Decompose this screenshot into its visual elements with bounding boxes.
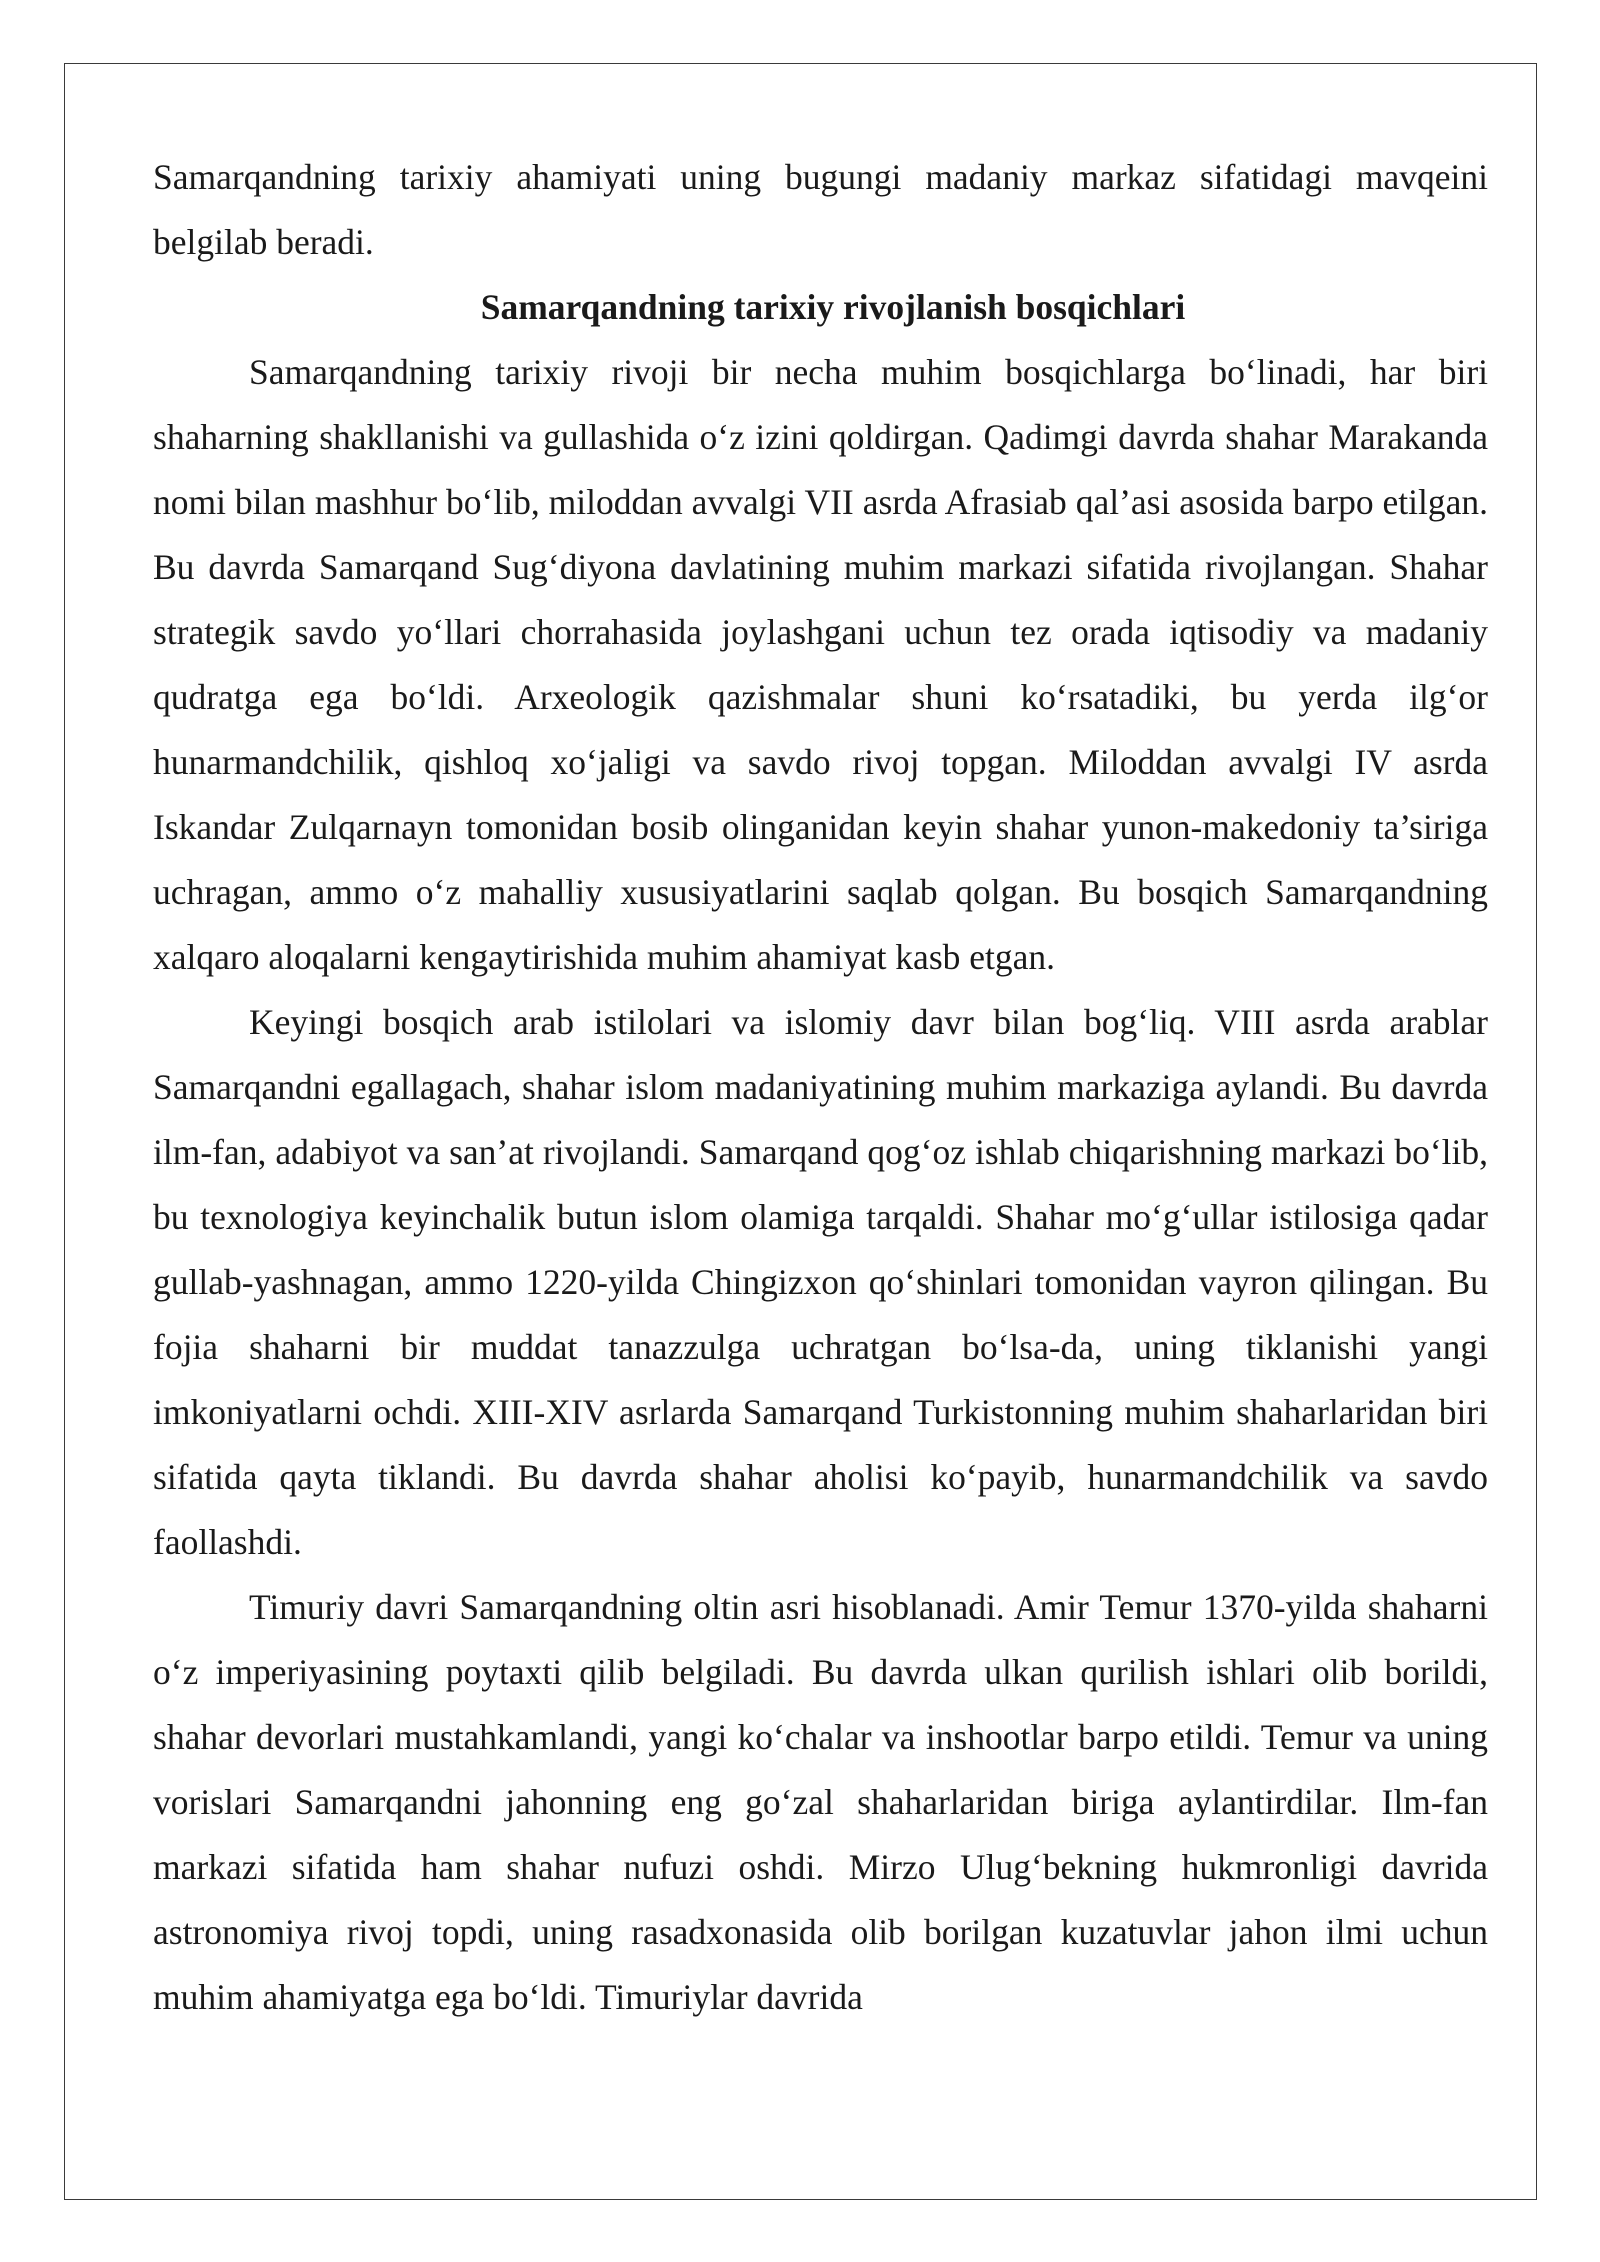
- body-paragraph: Keyingi bosqich arab istilolari va islomiy davr bilan bog‘liq. VIII asrda arablar Samarqandni egallagach, shahar islom madaniyatining muhim markaziga aylandi. Bu davrda ilm-fan, adabiyot va san’at rivojlandi. Samarqand qog‘oz ishlab chiqarishning markazi bo‘lib, bu texnologiya keyinchalik butun islom olamiga tarqaldi. Shahar mo‘g‘ullar istilosiga qadar gullab-yashnagan, ammo 1220-yilda Chingizxon qo‘shinlari tomonidan vayron qilingan. Bu fojia shaharni bir muddat tanazzulga uchratgan bo‘lsa-da, uning tiklanishi yangi imkoniyatlarni ochdi. XIII-XIV asrlarda Samarqand Turkistonning muhim shaharlaridan biri sifatida qayta tiklandi. Bu davrda shahar aholisi ko‘payib, hunarmandchilik va savdo faollashdi.: [153, 1002, 1488, 1562]
- body-paragraph: Timuriy davri Samarqandning oltin asri hisoblanadi. Amir Temur 1370-yilda shaharni o‘z imperiyasining poytaxti qilib belgiladi. Bu davrda ulkan qurilish ishlari olib borildi, shahar devorlari mustahkamlandi, yangi ko‘chalar va inshootlar barpo etildi. Temur va uning vorislari Samarqandni jahonning eng go‘zal shaharlaridan biriga aylantirdilar. Ilm-fan markazi sifatida ham shahar nufuzi oshdi. Mirzo Ulug‘bekning hukmronligi davrida astronomiya rivoj topdi, uning rasadxonasida olib borilgan kuzatuvlar jahon ilmi uchun muhim ahamiyatga ega bo‘ldi. Timuriylar davrida: [153, 1587, 1488, 2017]
- intro-paragraph: Samarqandning tarixiy ahamiyati uning bugungi madaniy markaz sifatidagi mavqeini belgilab beradi.: [153, 157, 1488, 262]
- body-paragraph: Samarqandning tarixiy rivoji bir necha muhim bosqichlarga bo‘linadi, har biri shaharning shakllanishi va gullashida o‘z izini qoldirgan. Qadimgi davrda shahar Marakanda nomi bilan mashhur bo‘lib, miloddan avvalgi VII asrda Afrasiab qal’asi asosida barpo etilgan. Bu davrda Samarqand Sug‘diyona davlatining muhim markazi sifatida rivojlangan. Shahar strategik savdo yo‘llari chorrahasida joylashgani uchun tez orada iqtisodiy va madaniy qudratga ega bo‘ldi. Arxeologik qazishmalar shuni ko‘rsatadiki, bu yerda ilg‘or hunarmandchilik, qishloq xo‘jaligi va savdo rivoj topgan. Miloddan avvalgi IV asrda Iskandar Zulqarnayn tomonidan bosib olinganidan keyin shahar yunon-makedoniy ta’siriga uchragan, ammo o‘z mahalliy xususiyatlarini saqlab qolgan. Bu bosqich Samarqandning xalqaro aloqalarni kengaytirishida muhim ahamiyat kasb etgan.: [153, 352, 1488, 977]
- section-heading: Samarqandning tarixiy rivojlanish bosqichlari: [480, 287, 1186, 327]
- document-body: [153, 145, 1488, 2095]
